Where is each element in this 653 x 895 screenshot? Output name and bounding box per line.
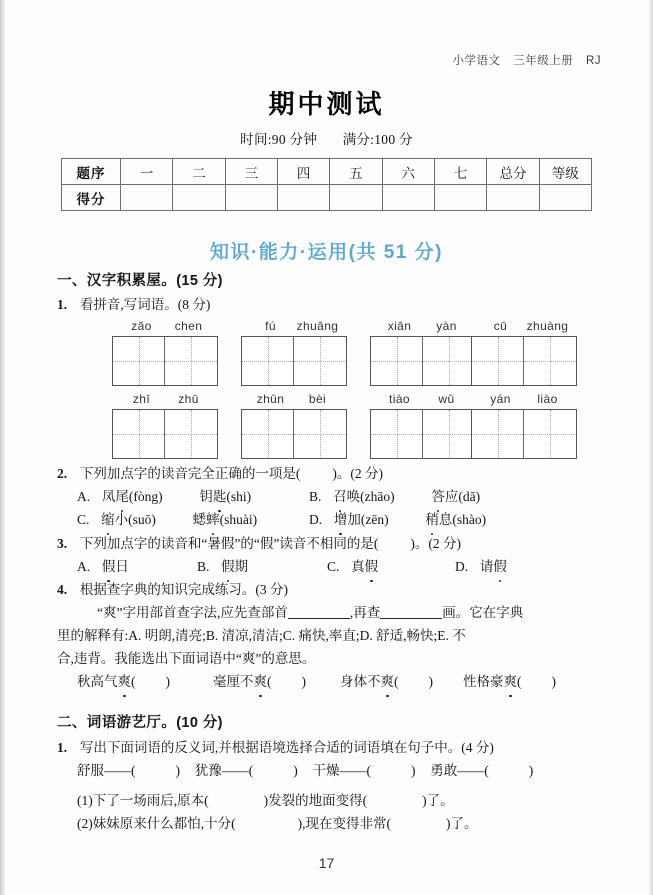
option-text: 应 (444, 489, 459, 504)
pinyin-word-8 (471, 392, 577, 459)
option-label: A. (77, 489, 91, 504)
part-one-q3-stem (57, 532, 461, 555)
pinyin-syllable: liào (537, 392, 558, 406)
pinyin-label-1 (112, 319, 218, 336)
pinyin-syllable: zhǔn (256, 392, 285, 406)
tianzige-cell[interactable] (423, 337, 475, 385)
pinyin-label-5 (112, 392, 218, 409)
q4-line1-b: ,再查 (349, 605, 381, 620)
q4-text: 根据查字典的知识完成练习。(3 分) (79, 582, 288, 597)
dotted-char: 答 (431, 485, 445, 508)
sentence1-b: )发裂的地面变得( (263, 793, 368, 808)
idiom-text: 身体不 (340, 674, 381, 689)
antonym-word-4: 勇敢——( (430, 763, 489, 778)
dotted-char: 爽 (381, 670, 395, 693)
exam-time: 时间:90 分钟 (240, 132, 318, 147)
tianzige-box[interactable] (241, 409, 347, 459)
q3-option-a[interactable] (77, 555, 129, 578)
antonym-row: 舒服——( ) 犹豫——( ) 干燥——( ) 勇敢——( ) (77, 763, 534, 778)
antonym-word-3: 干燥——( (312, 763, 371, 778)
pinyin-word-6 (241, 392, 347, 459)
option-label: C. (77, 512, 90, 527)
pinyin-syllable: zhuàng (526, 319, 569, 333)
p2-sentence-1 (77, 789, 454, 812)
score-cell-1[interactable] (121, 185, 173, 211)
option-text: 唤 (346, 489, 361, 504)
p2-q1-text: 写出下面词语的反义词,并根据语境选择合适的词语填在句子中。(4 分) (79, 740, 494, 755)
tianzige-box[interactable] (370, 409, 476, 459)
exam-full-score: 满分:100 分 (342, 132, 413, 147)
dotted-char: 爽 (118, 670, 132, 693)
score-table-col-7: 七 (434, 159, 486, 185)
table-row (62, 159, 592, 185)
tianzige-box[interactable] (241, 336, 347, 386)
score-cell-4[interactable] (277, 185, 329, 211)
pinyin-syllable: yàn (436, 319, 457, 333)
pinyin-syllable: xiān (387, 319, 412, 333)
sentence2-b: ),现在变得非常( (297, 816, 391, 831)
pinyin-syllable: wǔ (438, 392, 455, 406)
q3-option-d[interactable] (455, 555, 507, 578)
q1-number: 1. (57, 297, 68, 312)
q4-idiom-1[interactable]: 秋高气爽( ) (77, 670, 170, 693)
tianzige-cell[interactable] (524, 410, 576, 458)
pinyin-word-3 (370, 319, 476, 386)
option-label: A. (77, 559, 91, 574)
tianzige-box[interactable] (471, 409, 577, 459)
q3-stem-a: 下列加点字的读音和“暑假”的“假”读音不相同的是( (79, 536, 379, 551)
sentence1-a: (1)下了一场雨后,原本( (77, 793, 209, 808)
part-one-q4 (57, 578, 288, 601)
tianzige-box[interactable] (471, 336, 577, 386)
sentence1-c: )了。 (422, 793, 454, 808)
section-banner: 知识·能力·运用(共 51 分) (209, 242, 443, 263)
q4-idiom-2[interactable]: 毫厘不爽( ) (213, 670, 306, 693)
option-pinyin: (zhāo) (360, 489, 395, 504)
q4-idiom-4[interactable]: 性格豪爽( ) (463, 670, 556, 693)
q3-option-c[interactable] (327, 555, 378, 578)
tianzige-cell[interactable] (113, 337, 165, 385)
option-label: D. (309, 512, 323, 527)
option-text: 钥 (199, 489, 213, 504)
tianzige-cell[interactable] (242, 410, 294, 458)
part-two-heading: 二、词语游艺厅。(10 分) (57, 715, 223, 731)
score-table-col-total: 总分 (487, 159, 539, 185)
part-two-q1 (57, 736, 494, 759)
pinyin-label-8 (471, 392, 577, 409)
idiom-text: 性格豪 (463, 674, 504, 689)
score-table-col-1: 一 (121, 159, 173, 185)
score-table-col-grade: 等级 (539, 159, 591, 185)
dotted-char: 假 (102, 555, 116, 578)
q2-stem-a: 下列加点字的读音完全正确的一项是( (79, 466, 301, 481)
tianzige-cell[interactable] (165, 337, 217, 385)
score-table-col-3: 三 (225, 159, 277, 185)
option-text: 期 (234, 559, 249, 574)
p2-sentence-2 (77, 812, 478, 835)
tianzige-cell[interactable] (242, 337, 294, 385)
idiom-text: 秋高气 (77, 674, 118, 689)
tianzige-cell[interactable] (371, 410, 423, 458)
q2-option-b[interactable] (309, 485, 480, 508)
q1-text: 看拼音,写词语。(8 分) (79, 297, 211, 312)
tianzige-cell[interactable] (472, 410, 524, 458)
q4-line1-c: 画。它在字典 (442, 605, 524, 620)
score-cell-5[interactable] (330, 185, 382, 211)
tianzige-cell[interactable] (294, 410, 346, 458)
q3-option-b[interactable] (197, 555, 248, 578)
pinyin-word-1 (112, 319, 218, 386)
tianzige-cell[interactable] (423, 410, 475, 458)
pinyin-syllable: yán (490, 392, 511, 406)
pinyin-label-2 (241, 319, 347, 336)
running-head-edition: RJ (585, 55, 601, 67)
tianzige-cell[interactable] (165, 410, 217, 458)
dotted-char: 召 (333, 485, 347, 508)
tianzige-box[interactable] (112, 409, 218, 459)
pinyin-label-4 (471, 319, 577, 336)
tianzige-cell[interactable] (113, 410, 165, 458)
pinyin-syllable: cū (493, 319, 508, 333)
dotted-char: 爽 (504, 670, 518, 693)
running-head (453, 52, 601, 68)
q4-radical-blank[interactable] (288, 606, 350, 619)
score-cell-total[interactable] (487, 185, 539, 211)
score-table-col-4: 四 (277, 159, 329, 185)
running-head-subject: 小学语文 (452, 55, 501, 67)
option-text: 日 (115, 559, 129, 574)
dotted-char: 假 (221, 555, 235, 578)
option-label: B. (309, 489, 322, 504)
option-pinyin: (shi) (226, 489, 252, 504)
tianzige-cell[interactable] (294, 337, 346, 385)
score-cell-7[interactable] (434, 185, 486, 211)
pinyin-word-2 (241, 319, 347, 386)
option-text: 加 (347, 512, 361, 527)
pinyin-syllable: zhuāng (296, 319, 339, 333)
q4-number: 4. (57, 582, 68, 597)
q2-option-d[interactable] (309, 508, 486, 531)
q4-line-3: 合,违背。我能选出下面词语中“爽”的意思。 (57, 651, 316, 666)
dotted-char: 尾 (115, 485, 129, 508)
antonym-word-1: 舒服——( (77, 763, 136, 778)
q2-option-c[interactable] (77, 508, 257, 531)
pinyin-syllable: fú (265, 319, 276, 333)
q2-option-a[interactable] (77, 485, 251, 508)
option-label: C. (327, 559, 340, 574)
option-text: 请 (479, 559, 494, 574)
score-cell-3[interactable] (225, 185, 277, 211)
option-label: B. (197, 559, 210, 574)
part-one-q2-stem (57, 462, 383, 485)
score-cell-grade[interactable] (539, 185, 591, 211)
tianzige-cell[interactable] (371, 337, 423, 385)
score-table-col-2: 二 (173, 159, 225, 185)
pinyin-syllable: tiào (389, 392, 410, 406)
dotted-char: 爽 (254, 670, 268, 693)
dotted-char: 假 (365, 555, 379, 578)
pinyin-syllable: chen (174, 319, 203, 333)
q3-stem-b: )。(2 分) (410, 536, 461, 551)
pinyin-label-3 (370, 319, 476, 336)
dotted-char: 匙 (213, 485, 227, 508)
option-pinyin: (fòng) (128, 489, 163, 504)
tianzige-box[interactable] (370, 336, 476, 386)
dotted-char: 稍 (425, 508, 439, 531)
tianzige-cell[interactable] (524, 337, 576, 385)
option-label: D. (455, 559, 469, 574)
option-text: 凤 (101, 489, 116, 504)
score-table (61, 158, 592, 211)
option-text: 息 (438, 512, 453, 527)
q3-number: 3. (57, 536, 68, 551)
score-table-col-5: 五 (330, 159, 382, 185)
page-number: 17 (318, 855, 335, 871)
part-one-heading: 一、汉字积累屋。(15 分) (57, 273, 223, 289)
option-text: 小 (114, 512, 129, 527)
tianzige-box[interactable] (112, 336, 218, 386)
score-table-row-label-1: 题序 (62, 159, 121, 185)
sentence2-a: (2)妹妹原来什么都怕,十分( (77, 816, 236, 831)
option-pinyin: (dā) (458, 489, 481, 504)
pinyin-word-7 (370, 392, 476, 459)
page-title: 期中测试 (268, 90, 385, 119)
dotted-char: 缩 (101, 508, 115, 531)
pinyin-label-7 (370, 392, 476, 409)
q4-idiom-3[interactable]: 身体不爽( ) (340, 670, 433, 693)
option-pinyin: (shào) (452, 512, 487, 527)
pinyin-word-5 (112, 392, 218, 459)
table-row (62, 185, 592, 211)
exam-meta (0, 128, 653, 148)
running-head-grade: 三年级上册 (513, 55, 574, 67)
pinyin-word-4 (471, 319, 577, 386)
tianzige-cell[interactable] (472, 337, 524, 385)
dotted-char: 增 (334, 508, 348, 531)
score-table-col-6: 六 (382, 159, 434, 185)
pinyin-syllable: zǎo (131, 319, 152, 333)
pinyin-syllable: zhī (132, 392, 151, 406)
q2-stem-b: )。(2 分) (332, 466, 383, 481)
pinyin-syllable: zhū (178, 392, 199, 406)
sentence2-c: )了。 (446, 816, 478, 831)
p2-q1-number: 1. (57, 740, 68, 755)
dotted-char: 假 (493, 555, 507, 578)
idiom-text: 毫厘不 (213, 674, 254, 689)
score-cell-6[interactable] (382, 185, 434, 211)
q4-line1-a: “爽”字用部首查字法,应先查部首 (97, 605, 288, 620)
part-one-q1 (57, 293, 210, 316)
antonym-word-2: 犹豫——( (194, 763, 254, 778)
pinyin-syllable: bèi (308, 392, 327, 406)
q4-line-2: 里的解释有:A. 明朗,清亮;B. 清凉,清洁;C. 痛快,率直;D. 舒适,畅快;E. 不 (57, 628, 466, 643)
pinyin-label-6 (241, 392, 347, 409)
option-pinyin: (suō) (128, 512, 156, 527)
q4-strokes-blank[interactable] (380, 606, 442, 619)
dotted-char: 蟀 (206, 508, 220, 531)
q4-line-1 (97, 601, 523, 624)
q2-number: 2. (57, 466, 68, 481)
option-pinyin: (zēn) (360, 512, 389, 527)
score-table-row-label-2: 得分 (62, 185, 121, 211)
score-cell-2[interactable] (173, 185, 225, 211)
option-text: 蟋 (192, 512, 207, 527)
option-text: 真 (351, 559, 365, 574)
option-pinyin: (shuài) (219, 512, 258, 527)
